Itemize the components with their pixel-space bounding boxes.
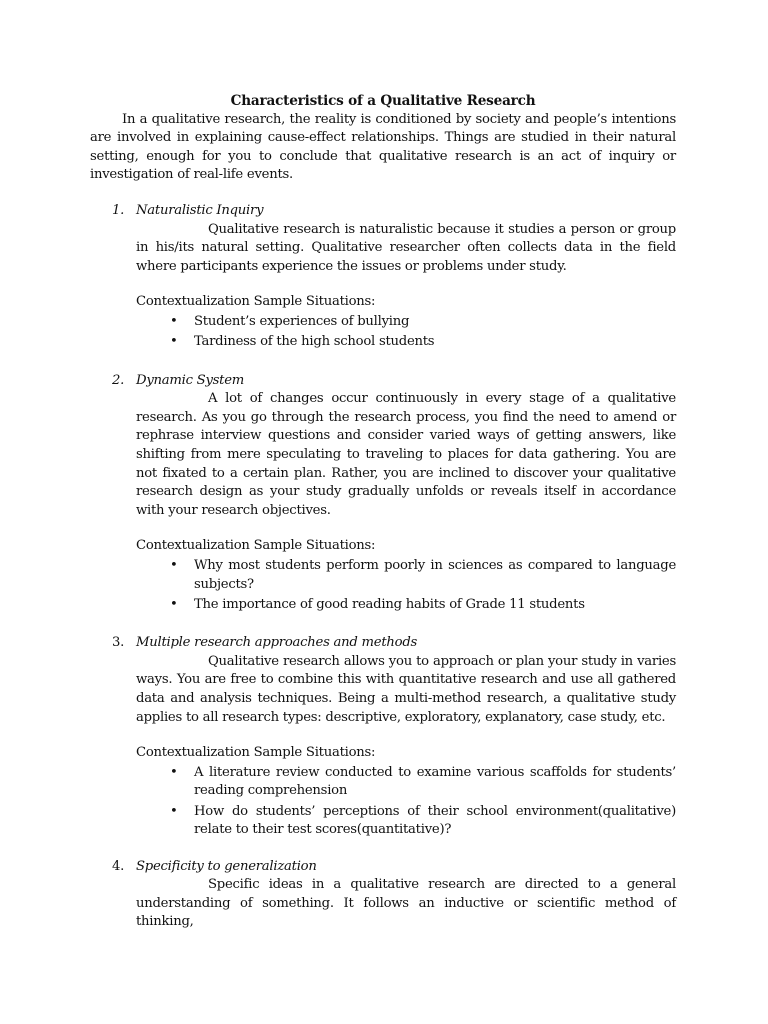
- list-item: • The importance of good reading habits of Grade 11 students: [194, 596, 676, 615]
- list-item: • Tardiness of the high school students: [194, 333, 676, 352]
- list-item: • A literature review conducted to examine various scaffolds for students’ reading comprehension: [170, 764, 676, 799]
- document-body: [90, 92, 676, 932]
- section-number: 1.: [112, 202, 125, 218]
- section-body: A lot of changes occur continuously in every stage of a qualitative research. As you go through the research process, you find the need to amend or rephrase interview questions and consider varied ways of getting answers, like shifting from mere speculating to traveling to places for data gathering. You are not fixated to a certain plan. Rather, you are inclined to discover your qualitative research design as your study gradually unfolds or reveals itself in accordance with your research objectives.: [136, 391, 676, 518]
- section-body: Qualitative research is naturalistic because it studies a person or group in his/its natural setting. Qualitative researcher often collects data in the field where participants experience the issues or problems under study.: [136, 221, 676, 274]
- list-item: • Why most students perform poorly in sciences as compared to language subjects?: [170, 557, 676, 592]
- section-naturalistic-inquiry: [90, 202, 676, 352]
- bullet-icon: •: [170, 313, 178, 329]
- section-heading: Specificity to generalization: [136, 858, 317, 874]
- bullet-list: [136, 313, 676, 352]
- section-multiple-approaches: [90, 634, 676, 839]
- bullet-icon: •: [170, 557, 178, 573]
- list-item: • Student’s experiences of bullying: [194, 313, 676, 332]
- section-number: 3.: [112, 635, 125, 651]
- section-body: Specific ideas in a qualitative research are directed to a general understanding of something. It follows an inductive or scientific method of thinking,: [136, 877, 676, 930]
- bullet-icon: •: [170, 334, 178, 350]
- document-title: Characteristics of a Qualitative Research: [230, 93, 536, 109]
- context-label: Contextualization Sample Situations:: [136, 745, 376, 761]
- section-heading: Dynamic System: [136, 372, 245, 388]
- bullet-list: [136, 764, 676, 840]
- section-body: Qualitative research allows you to approach or plan your study in varies ways. You are free to combine this with quantitative research and use all gathered data and analysis techniques. Being a multi-method research, a qualitative study applies to all research types: descriptive, exploratory, explanatory, case study, etc.: [136, 653, 676, 725]
- section-heading: Naturalistic Inquiry: [136, 202, 264, 218]
- bullet-list: [136, 557, 676, 614]
- section-heading: Multiple research approaches and methods: [136, 635, 418, 651]
- section-number: 4.: [112, 858, 125, 874]
- bullet-icon: •: [170, 596, 178, 612]
- section-number: 2.: [112, 372, 125, 388]
- intro-paragraph: In a qualitative research, the reality is conditioned by society and people’s intentions are involved in explaining cause-effect relationships. Things are studied in their natural setting, enough for you to conclude that qualitative research is an act of inquiry or investigation of real-life events.: [90, 111, 676, 183]
- context-label: Contextualization Sample Situations:: [136, 538, 376, 554]
- list-item: • How do students’ perceptions of their school environment(qualitative) relate to their test scores(quantitative)?: [170, 803, 676, 838]
- section-dynamic-system: [90, 372, 676, 615]
- section-specificity: [90, 858, 676, 932]
- bullet-icon: •: [170, 764, 178, 780]
- bullet-icon: •: [170, 803, 178, 819]
- context-label: Contextualization Sample Situations:: [136, 294, 376, 310]
